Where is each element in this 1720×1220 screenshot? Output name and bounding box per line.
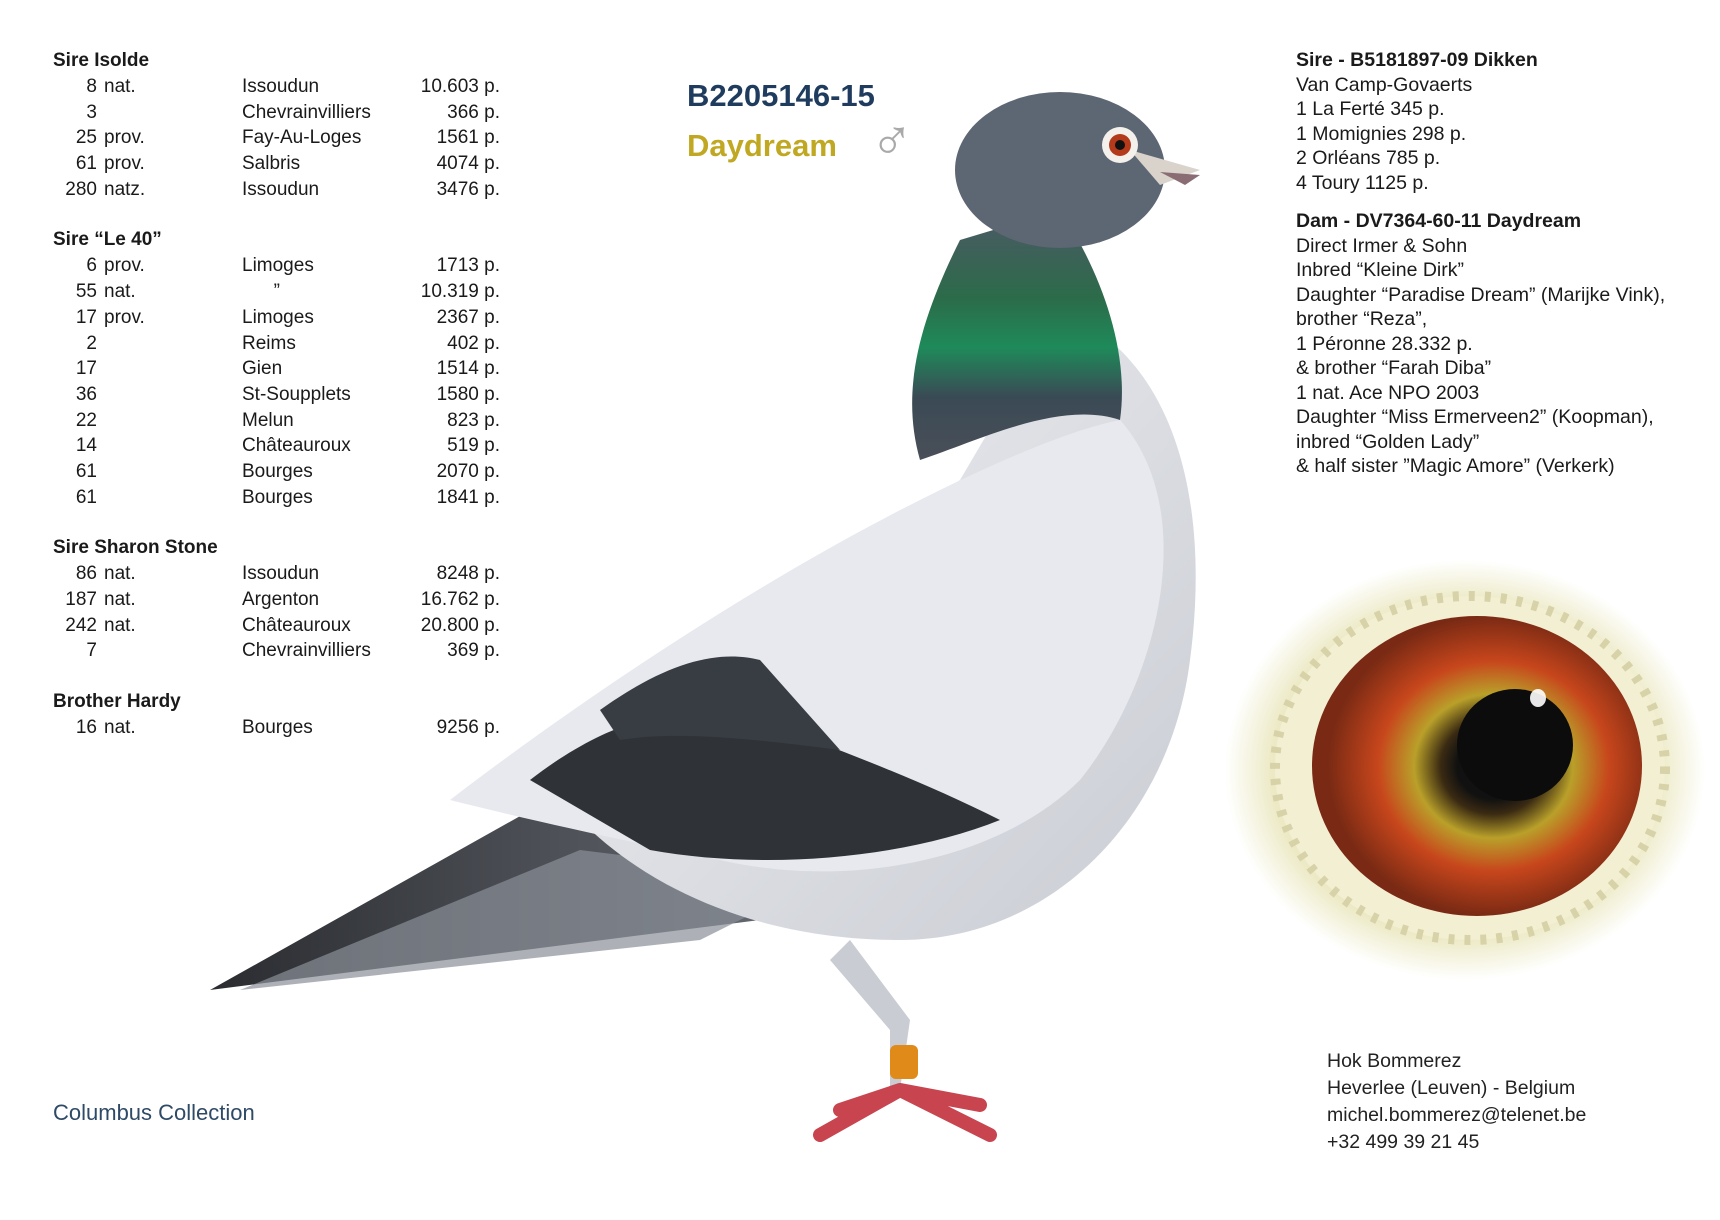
result-place: Limoges [242,306,314,328]
result-points: 16.762 p. [420,589,500,610]
bird-name: Daydream [687,128,837,163]
result-rank: 14 [75,435,97,457]
result-rank: 3 [86,101,97,123]
result-rank: 61 [75,153,97,175]
email: michel.bommerez@telenet.be [1327,1104,1587,1126]
result-points: 1841 p. [436,486,500,508]
dam-line: inbred “Golden Lady” [1296,430,1480,453]
result-type: nat. [104,589,136,610]
result-rank: 7 [86,640,97,662]
sire-line: 4 Toury 1125 p. [1296,171,1429,194]
dam-line: Daughter “Miss Ermerveen2” (Koopman), [1296,406,1654,428]
result-type: nat. [104,76,136,97]
result-place: Issoudun [242,563,320,585]
result-rank: 86 [75,563,97,585]
result-rank: 22 [75,409,97,431]
result-rank: 6 [86,255,97,277]
result-type: prov. [104,306,145,328]
dam-title: Dam - DV7364-60-11 Daydream [1296,210,1582,232]
dam-line: 1 nat. Ace NPO 2003 [1296,381,1480,404]
sire-line: 2 Orléans 785 p. [1296,147,1441,169]
result-points: 8248 p. [436,563,500,585]
result-place: Bourges [242,460,313,482]
result-place: Salbris [242,153,301,175]
dam-line: 1 Péronne 28.332 p. [1296,332,1473,355]
brand-label: Columbus Collection [53,1100,255,1125]
male-icon: ♂ [870,108,914,173]
result-points: 366 p. [447,101,500,123]
result-place: Issoudun [242,178,320,200]
result-place: Châteauroux [242,435,351,457]
result-place: Argenton [242,589,320,610]
contact-info [1327,1048,1586,1156]
phone: +32 499 39 21 45 [1327,1131,1480,1153]
result-points: 1580 p. [436,383,500,405]
location: Heverlee (Leuven) - Belgium [1327,1077,1576,1099]
result-points: 20.800 p. [420,614,500,636]
ring-number: B2205146-15 [687,78,875,113]
result-points: 10.603 p. [420,76,500,97]
result-points: 1514 p. [436,358,500,380]
sire-title: Sire - B5181897-09 Dikken [1296,49,1538,71]
pedigree [1296,48,1706,479]
eye-image [1215,550,1710,990]
result-points: 10.319 p. [420,281,500,303]
result-rank: 2 [86,332,97,354]
result-place: Melun [242,409,294,431]
loft-name: Hok Bommerez [1327,1050,1462,1072]
result-rank: 17 [75,306,97,328]
dam-line: & brother “Farah Diba” [1296,357,1492,379]
result-rank: 61 [75,460,97,482]
result-rank: 242 [65,614,97,636]
dam-line: Inbred “Kleine Dirk” [1296,259,1464,281]
result-points: 4074 p. [436,153,500,175]
result-type: nat. [104,614,136,636]
result-type: natz. [104,178,146,200]
result-place: Reims [242,332,296,354]
result-rank: 8 [86,76,97,97]
sire-line: 1 La Ferté 345 p. [1296,98,1445,120]
result-type: nat. [104,563,136,585]
result-place: Bourges [242,486,313,508]
result-points: 9256 p. [436,717,500,739]
result-points: 2070 p. [436,460,500,482]
result-rank: 17 [75,358,97,380]
result-place: Chevrainvilliers [242,101,371,123]
result-points: 1713 p. [436,255,500,277]
result-type: prov. [104,255,145,277]
dam-line: brother “Reza”, [1296,308,1428,330]
pigeon-image [200,60,1300,1170]
result-rank: 25 [75,127,97,149]
result-place: Chevrainvilliers [242,640,371,662]
result-place: ” [242,281,280,303]
result-place: Châteauroux [242,614,351,636]
result-points: 1561 p. [436,127,500,149]
result-place: St-Soupplets [242,383,351,405]
dam-details [1296,234,1706,479]
result-rank: 16 [75,717,97,739]
section-title: Brother Hardy [53,691,181,713]
section-title: Sire Sharon Stone [53,537,218,559]
result-rank: 61 [75,486,97,508]
sire-details [1296,73,1706,196]
result-place: Bourges [242,717,313,739]
result-place: Fay-Au-Loges [242,127,362,149]
result-rank: 280 [65,178,97,200]
result-rank: 187 [65,589,97,610]
result-type: prov. [104,153,145,175]
dam-line: Direct Irmer & Sohn [1296,234,1468,257]
result-points: 519 p. [447,435,500,457]
result-type: nat. [104,717,136,739]
result-points: 2367 p. [436,306,500,328]
result-type: nat. [104,281,136,303]
result-points: 823 p. [447,409,500,431]
section-title: Sire “Le 40” [53,229,162,251]
result-points: 402 p. [447,332,500,354]
result-type: prov. [104,127,145,149]
result-place: Limoges [242,255,314,277]
result-place: Gien [242,358,283,380]
dam-line: & half sister ”Magic Amore” (Verkerk) [1296,455,1615,477]
dam-line: Daughter “Paradise Dream” (Marijke Vink), [1296,283,1666,306]
result-rank: 55 [75,281,97,303]
sire-line: Van Camp-Govaerts [1296,73,1473,96]
result-points: 3476 p. [436,178,500,200]
section-title: Sire Isolde [53,50,150,71]
sire-line: 1 Momignies 298 p. [1296,122,1467,145]
result-place: Issoudun [242,76,320,97]
result-points: 369 p. [447,640,500,662]
result-rank: 36 [75,383,97,405]
